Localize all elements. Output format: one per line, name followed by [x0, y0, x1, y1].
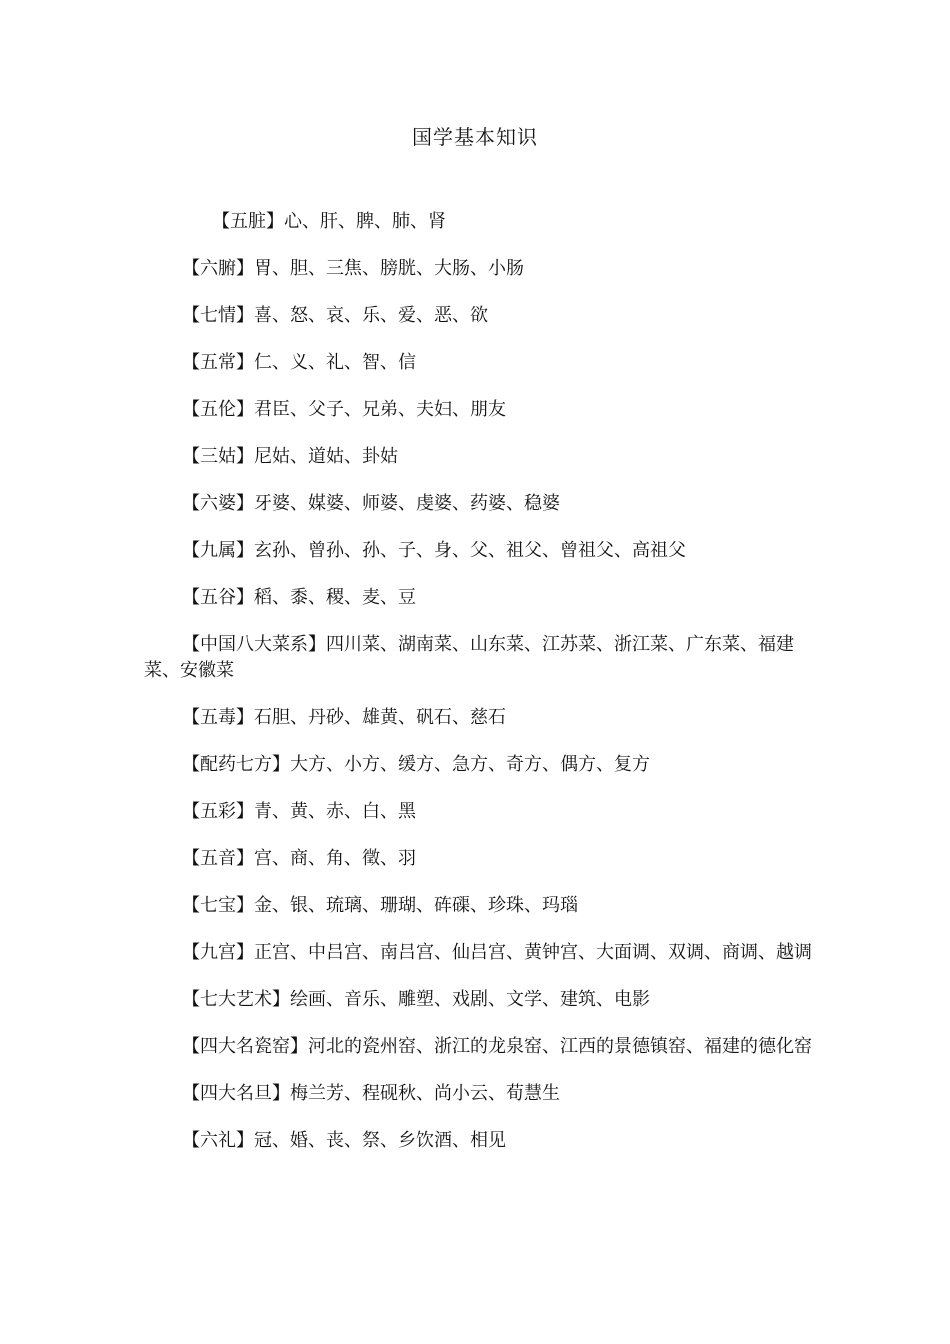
entry-content: 玄孙、曾孙、孙、子、身、父、祖父、曾祖父、高祖父	[254, 540, 686, 561]
entry-content: 胃、胆、三焦、膀胱、大肠、小肠	[254, 258, 524, 279]
entry-term: 【五彩】	[182, 801, 254, 822]
entry-liufu	[144, 256, 814, 282]
entry-sida-mingdan	[144, 1081, 814, 1107]
entry-liuli	[144, 1128, 814, 1154]
entry-wuyin	[144, 846, 814, 872]
entry-term: 【五毒】	[182, 707, 254, 728]
entry-content: 尼姑、道姑、卦姑	[254, 446, 398, 467]
entry-sida-mingciyao	[144, 1034, 814, 1060]
entry-content: 君臣、父子、兄弟、夫妇、朋友	[254, 399, 506, 420]
entry-term: 【九属】	[182, 540, 254, 561]
entry-jiushu	[144, 538, 814, 564]
entry-content: 梅兰芳、程砚秋、尚小云、荀慧生	[290, 1083, 560, 1104]
entry-wugu	[144, 585, 814, 611]
entry-qiqing	[144, 303, 814, 329]
entry-content: 青、黄、赤、白、黑	[254, 801, 416, 822]
entry-term: 【七情】	[182, 305, 254, 326]
entry-sangu	[144, 444, 814, 470]
entry-term: 【六礼】	[182, 1130, 254, 1151]
entry-content: 冠、婚、丧、祭、乡饮酒、相见	[254, 1130, 506, 1151]
entry-content: 河北的瓷州窑、浙江的龙泉窑、江西的景德镇窑、福建的德化窑	[308, 1036, 812, 1057]
entry-content: 牙婆、媒婆、师婆、虔婆、药婆、稳婆	[254, 493, 560, 514]
entry-content: 心、肝、脾、肺、肾	[284, 211, 446, 232]
entry-content: 绘画、音乐、雕塑、戏剧、文学、建筑、电影	[290, 989, 650, 1010]
entry-wucai	[144, 799, 814, 825]
entry-term: 【配药七方】	[182, 754, 290, 775]
entry-term: 【六腑】	[182, 258, 254, 279]
entry-term: 【九宫】	[182, 942, 254, 963]
entry-content: 大方、小方、缓方、急方、奇方、偶方、复方	[290, 754, 650, 775]
entry-wulun	[144, 397, 814, 423]
entry-term: 【五谷】	[182, 587, 254, 608]
entry-term: 【四大名旦】	[182, 1083, 290, 1104]
entry-content: 四川菜、湖南菜、山东菜、江苏菜、浙江菜、广东菜、福建菜、安徽菜	[144, 634, 794, 681]
entry-content: 金、银、琉璃、珊瑚、砗磲、珍珠、玛瑙	[254, 895, 578, 916]
entry-bada-caixi	[144, 632, 814, 684]
entry-term: 【七宝】	[182, 895, 254, 916]
entry-liupo	[144, 491, 814, 517]
entry-term: 【五常】	[182, 352, 254, 373]
entry-term: 【四大名瓷窑】	[182, 1036, 308, 1057]
document-title: 国学基本知识	[412, 125, 538, 149]
entry-term: 【六婆】	[182, 493, 254, 514]
entry-qibao	[144, 893, 814, 919]
entry-content: 喜、怒、哀、乐、爱、恶、欲	[254, 305, 488, 326]
entry-term: 【五伦】	[182, 399, 254, 420]
entry-wuchang	[144, 350, 814, 376]
entry-content: 仁、义、礼、智、信	[254, 352, 416, 373]
entry-wuzang	[144, 209, 814, 235]
entry-content: 正宫、中吕宫、南吕宫、仙吕宫、黄钟宫、大面调、双调、商调、越调	[254, 942, 812, 963]
entry-term: 【五脏】	[212, 211, 284, 232]
entry-content: 宫、商、角、徵、羽	[254, 848, 416, 869]
entry-content: 稻、黍、稷、麦、豆	[254, 587, 416, 608]
entry-jiugong	[144, 940, 814, 966]
entry-wudu	[144, 705, 814, 731]
entry-qida-yishu	[144, 987, 814, 1013]
entry-term: 【中国八大菜系】	[182, 634, 326, 655]
entry-term: 【五音】	[182, 848, 254, 869]
entry-list	[144, 209, 814, 1175]
entry-peiyao-qifang	[144, 752, 814, 778]
entry-term: 【三姑】	[182, 446, 254, 467]
entry-content: 石胆、丹砂、雄黄、矾石、慈石	[254, 707, 506, 728]
entry-term: 【七大艺术】	[182, 989, 290, 1010]
